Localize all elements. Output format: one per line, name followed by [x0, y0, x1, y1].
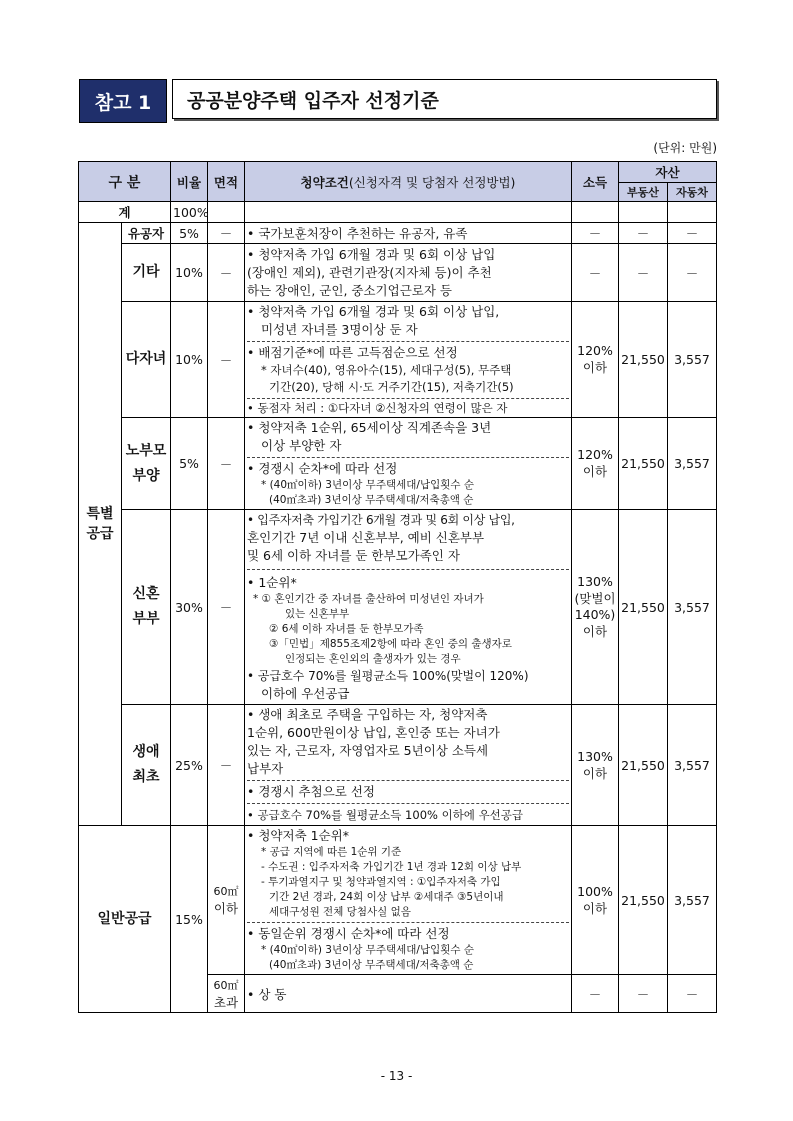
car-cell: － [668, 975, 717, 1013]
condition-note: ② 6세 이하 자녀를 둔 한부모가족 [269, 623, 424, 635]
col-realestate: 부동산 [619, 183, 668, 202]
income-cell: － [572, 244, 619, 302]
condition-note: * 자녀수(40), 영유아수(15), 세대구성(5), 무주택 [261, 363, 512, 377]
condition-line: • 1순위* [247, 569, 569, 592]
condition-note: ③「민법」제855조제2항에 따라 혼인 중의 출생자로 [269, 638, 512, 650]
col-condition-main: 청약조건 [300, 174, 349, 190]
area-cell: － [208, 223, 245, 244]
realestate-cell: 21,550 [619, 418, 668, 510]
table-row [79, 418, 717, 510]
condition-line: • 경쟁시 추첨으로 선정 [247, 780, 569, 801]
condition-cell: • 국가보훈처장이 추천하는 유공자, 유족 [245, 223, 572, 244]
category-name: 기타 [122, 244, 171, 302]
category-name: 생애 최초 [122, 705, 171, 826]
category-name: 다자녀 [122, 302, 171, 418]
col-condition [245, 162, 572, 202]
realestate-cell: 21,550 [619, 826, 668, 975]
condition-note: 기간 2년 경과, 24회 이상 납부 ②세대주 ③5년이내 [269, 891, 504, 903]
condition-line: 미성년 자녀를 3명이상 둔 자 [261, 322, 418, 337]
col-income: 소득 [572, 162, 619, 202]
condition-note: 인정되는 혼인외의 출생자가 있는 경우 [285, 653, 461, 665]
special-supply-label: 특별공급 [79, 223, 122, 826]
condition-line: • 입주자저축 가입기간 6개월 경과 및 6회 이상 납입, [247, 513, 515, 527]
condition-line: 혼인기간 7년 이내 신혼부부, 예비 신혼부부 [247, 530, 485, 545]
col-condition-sub: (신청자격 및 당첨자 선정방법) [348, 174, 516, 190]
col-area: 면적 [208, 162, 245, 202]
condition-line: 이하에 우선공급 [261, 686, 350, 701]
general-row [79, 826, 717, 975]
condition-cell [245, 705, 572, 826]
car-cell: 3,557 [668, 826, 717, 975]
table-row [79, 244, 717, 302]
income-cell: － [572, 223, 619, 244]
condition-note: (40㎡초과) 3년이상 무주택세대/저축총액 순 [269, 959, 474, 971]
ratio-cell: 15% [171, 826, 208, 1013]
page-number: - 13 - [380, 1069, 413, 1083]
condition-note: 세대구성원 전체 당첨사실 없음 [269, 906, 411, 918]
table-row [79, 510, 717, 705]
income-cell: 130% (맞벌이 140%) 이하 [572, 510, 619, 705]
income-cell: 120% 이하 [572, 418, 619, 510]
condition-line: 납부자 [247, 761, 284, 776]
condition-cell [245, 244, 572, 302]
realestate-cell: － [619, 223, 668, 244]
area-cell: 60㎡ 초과 [208, 975, 245, 1013]
header-row [79, 162, 717, 183]
category-name: 신혼 부부 [122, 510, 171, 705]
car-cell: 3,557 [668, 510, 717, 705]
table-row [79, 223, 717, 244]
col-car: 자동차 [668, 183, 717, 202]
condition-note: - 투기과열지구 및 청약과열지역 : ①입주자저축 가입 [261, 876, 501, 888]
income-cell: 100% 이하 [572, 826, 619, 975]
area-cell: 60㎡ 이하 [208, 826, 245, 975]
condition-line: • 동일순위 경쟁시 순차*에 따라 선정 [247, 922, 569, 943]
condition-line: (장애인 제외), 관련기관장(지자체 등)이 추천 [247, 264, 492, 280]
condition-cell: • 상 동 [245, 975, 572, 1013]
unit-note: (단위: 만원) [653, 141, 717, 155]
area-cell: － [208, 705, 245, 826]
condition-line: • 청약저축 1순위, 65세이상 직계존속을 3년 [247, 420, 492, 435]
car-cell: 3,557 [668, 418, 717, 510]
general-supply-label: 일반공급 [79, 826, 171, 1013]
condition-line: • 청약저축 가입 6개월 경과 및 6회 이상 납입, [247, 304, 500, 319]
category-name: 노부모 부양 [122, 418, 171, 510]
realestate-cell: 21,550 [619, 705, 668, 826]
realestate-cell: 21,550 [619, 302, 668, 418]
condition-cell [245, 302, 572, 418]
condition-line: • 공급호수 70%를 월평균소득 100% 이하에 우선공급 [247, 803, 569, 824]
condition-note: * (40㎡이하) 3년이상 무주택세대/납입횟수 순 [261, 479, 475, 491]
condition-line: 하는 장애인, 군인, 중소기업근로자 등 [247, 282, 452, 298]
realestate-cell: 21,550 [619, 510, 668, 705]
col-ratio: 비율 [171, 162, 208, 202]
condition-note: - 수도권 : 입주자저축 가입기간 1년 경과 12회 이상 납부 [261, 861, 522, 873]
condition-line: • 청약저축 가입 6개월 경과 및 6회 이상 납입 [247, 246, 496, 262]
condition-line: 및 6세 이하 자녀를 둔 한부모가족인 자 [247, 548, 460, 563]
income-cell: － [572, 975, 619, 1013]
condition-note: (40㎡초과) 3년이상 무주택세대/저축총액 순 [269, 494, 474, 506]
total-label: 계 [79, 202, 171, 223]
car-cell: 3,557 [668, 705, 717, 826]
condition-cell [245, 418, 572, 510]
condition-note: * (40㎡이하) 3년이상 무주택세대/납입횟수 순 [261, 944, 475, 956]
condition-line: • 동점자 처리 : ①다자녀 ②신청자의 연령이 많은 자 [247, 398, 569, 416]
condition-line: 이상 부양한 자 [261, 438, 342, 453]
ratio-cell: 5% [171, 418, 208, 510]
realestate-cell: － [619, 975, 668, 1013]
condition-line: 1순위, 600만원이상 납입, 혼인중 또는 자녀가 [247, 725, 500, 740]
condition-line: • 생애 최초로 주택을 구입하는 자, 청약저축 [247, 707, 488, 722]
ratio-cell: 5% [171, 223, 208, 244]
page-title: 공공분양주택 입주자 선정기준 [172, 79, 717, 119]
condition-cell [245, 826, 572, 975]
condition-cell [245, 510, 572, 705]
total-row [79, 202, 717, 223]
condition-line: 있는 자, 근로자, 자영업자로 5년이상 소득세 [247, 743, 489, 758]
col-gubun: 구 분 [79, 162, 171, 202]
condition-note: * 공급 지역에 따른 1순위 기준 [261, 846, 402, 858]
condition-note: 기간(20), 당해 시·도 거주기간(15), 저축기간(5) [269, 380, 514, 394]
title-bar [79, 79, 719, 123]
condition-line: • 청약저축 1순위* [247, 828, 349, 843]
ratio-cell: 30% [171, 510, 208, 705]
income-cell: 120% 이하 [572, 302, 619, 418]
car-cell: － [668, 223, 717, 244]
area-cell: － [208, 510, 245, 705]
condition-line: • 경쟁시 순차*에 따라 선정 [247, 457, 569, 478]
car-cell: 3,557 [668, 302, 717, 418]
car-cell: － [668, 244, 717, 302]
table-row [79, 705, 717, 826]
table-row [79, 302, 717, 418]
condition-line: • 배점기준*에 따른 고득점순으로 선정 [247, 341, 569, 362]
condition-line: • 공급호수 70%를 월평균소득 100%(맞벌이 120%) [247, 669, 529, 683]
condition-note: 있는 신혼부부 [285, 608, 350, 620]
col-asset: 자산 [619, 162, 717, 183]
ratio-cell: 10% [171, 302, 208, 418]
income-cell: 130% 이하 [572, 705, 619, 826]
reference-tag: 참고 1 [79, 79, 167, 123]
area-cell: － [208, 244, 245, 302]
area-cell: － [208, 418, 245, 510]
criteria-table [78, 161, 717, 1013]
area-cell: － [208, 302, 245, 418]
condition-note: * ① 혼인기간 중 자녀를 출산하여 미성년인 자녀가 [253, 593, 484, 605]
realestate-cell: － [619, 244, 668, 302]
ratio-cell: 25% [171, 705, 208, 826]
total-ratio: 100% [171, 202, 208, 223]
ratio-cell: 10% [171, 244, 208, 302]
category-name: 유공자 [122, 223, 171, 244]
